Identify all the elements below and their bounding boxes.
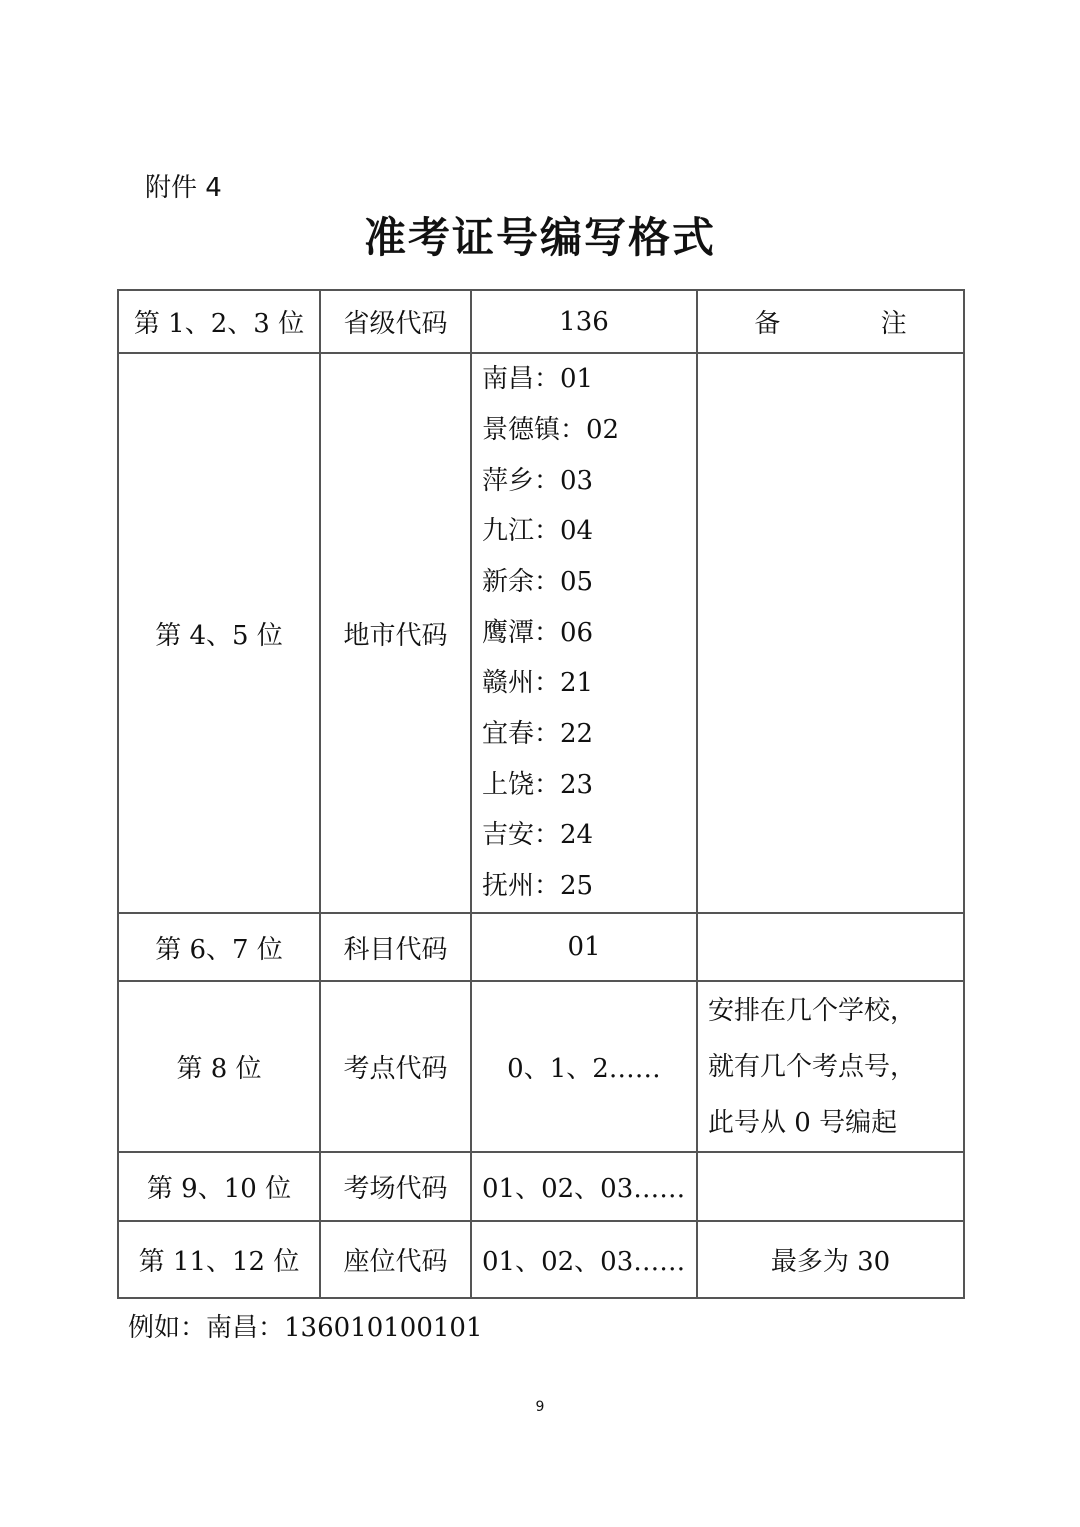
code-name-cell: 考点代码 <box>320 981 471 1152</box>
code-value-cell: 01、02、03…… <box>471 1152 697 1221</box>
position-cell: 第 8 位 <box>118 981 320 1152</box>
table-row-province <box>118 290 964 353</box>
note-cell <box>697 1152 964 1221</box>
position-cell: 第 11、12 位 <box>118 1221 320 1298</box>
example-text: 例如：南昌：136010100101 <box>128 1313 483 1343</box>
note-cell <box>697 913 964 981</box>
list-item: 上饶：23 <box>482 769 594 800</box>
page-number: 9 <box>535 1399 545 1415</box>
note-cell: 最多为 30 <box>697 1221 964 1298</box>
city-codes-cell <box>471 353 697 913</box>
note-line: 就有几个考点号， <box>708 1051 917 1082</box>
list-item: 新余：05 <box>482 566 594 597</box>
code-value-cell: 0、1、2…… <box>471 981 697 1152</box>
table-row-exam-room <box>118 1152 964 1221</box>
note-header-text: 备 注 <box>754 309 953 339</box>
page-title: 准考证号编写格式 <box>363 213 716 262</box>
code-value-cell: 01、02、03…… <box>471 1221 697 1298</box>
code-value-cell: 01 <box>471 913 697 981</box>
code-name-cell: 座位代码 <box>320 1221 471 1298</box>
attachment-label: 附件 4 <box>145 173 222 203</box>
list-item: 景德镇：02 <box>482 414 620 445</box>
code-name-cell: 考场代码 <box>320 1152 471 1221</box>
code-name-cell: 省级代码 <box>320 290 471 353</box>
city-code-list <box>472 354 696 912</box>
note-line: 此号从 0 号编起 <box>708 1107 898 1138</box>
list-item: 萍乡：03 <box>482 465 594 496</box>
list-item: 宜春：22 <box>482 719 594 750</box>
list-item: 南昌：01 <box>482 364 594 395</box>
table-row-exam-site <box>118 981 964 1152</box>
code-name-cell: 地市代码 <box>320 353 471 913</box>
position-cell: 第 9、10 位 <box>118 1152 320 1221</box>
table-row-seat <box>118 1221 964 1298</box>
note-lines <box>708 983 963 1151</box>
list-item: 赣州：21 <box>482 668 594 699</box>
note-cell <box>697 353 964 913</box>
code-name-cell: 科目代码 <box>320 913 471 981</box>
position-cell: 第 6、7 位 <box>118 913 320 981</box>
list-item: 九江：04 <box>482 516 594 547</box>
list-item: 吉安：24 <box>482 820 594 851</box>
table-row-city <box>118 353 964 913</box>
code-format-table <box>117 289 965 1299</box>
position-cell: 第 4、5 位 <box>118 353 320 913</box>
note-cell <box>697 981 964 1152</box>
code-value-cell: 136 <box>471 290 697 353</box>
list-item: 鹰潭：06 <box>482 617 594 648</box>
note-line: 安排在几个学校， <box>708 995 917 1026</box>
note-header-cell <box>697 290 964 353</box>
list-item: 抚州：25 <box>482 871 594 902</box>
position-cell: 第 1、2、3 位 <box>118 290 320 353</box>
table-row-subject <box>118 913 964 981</box>
